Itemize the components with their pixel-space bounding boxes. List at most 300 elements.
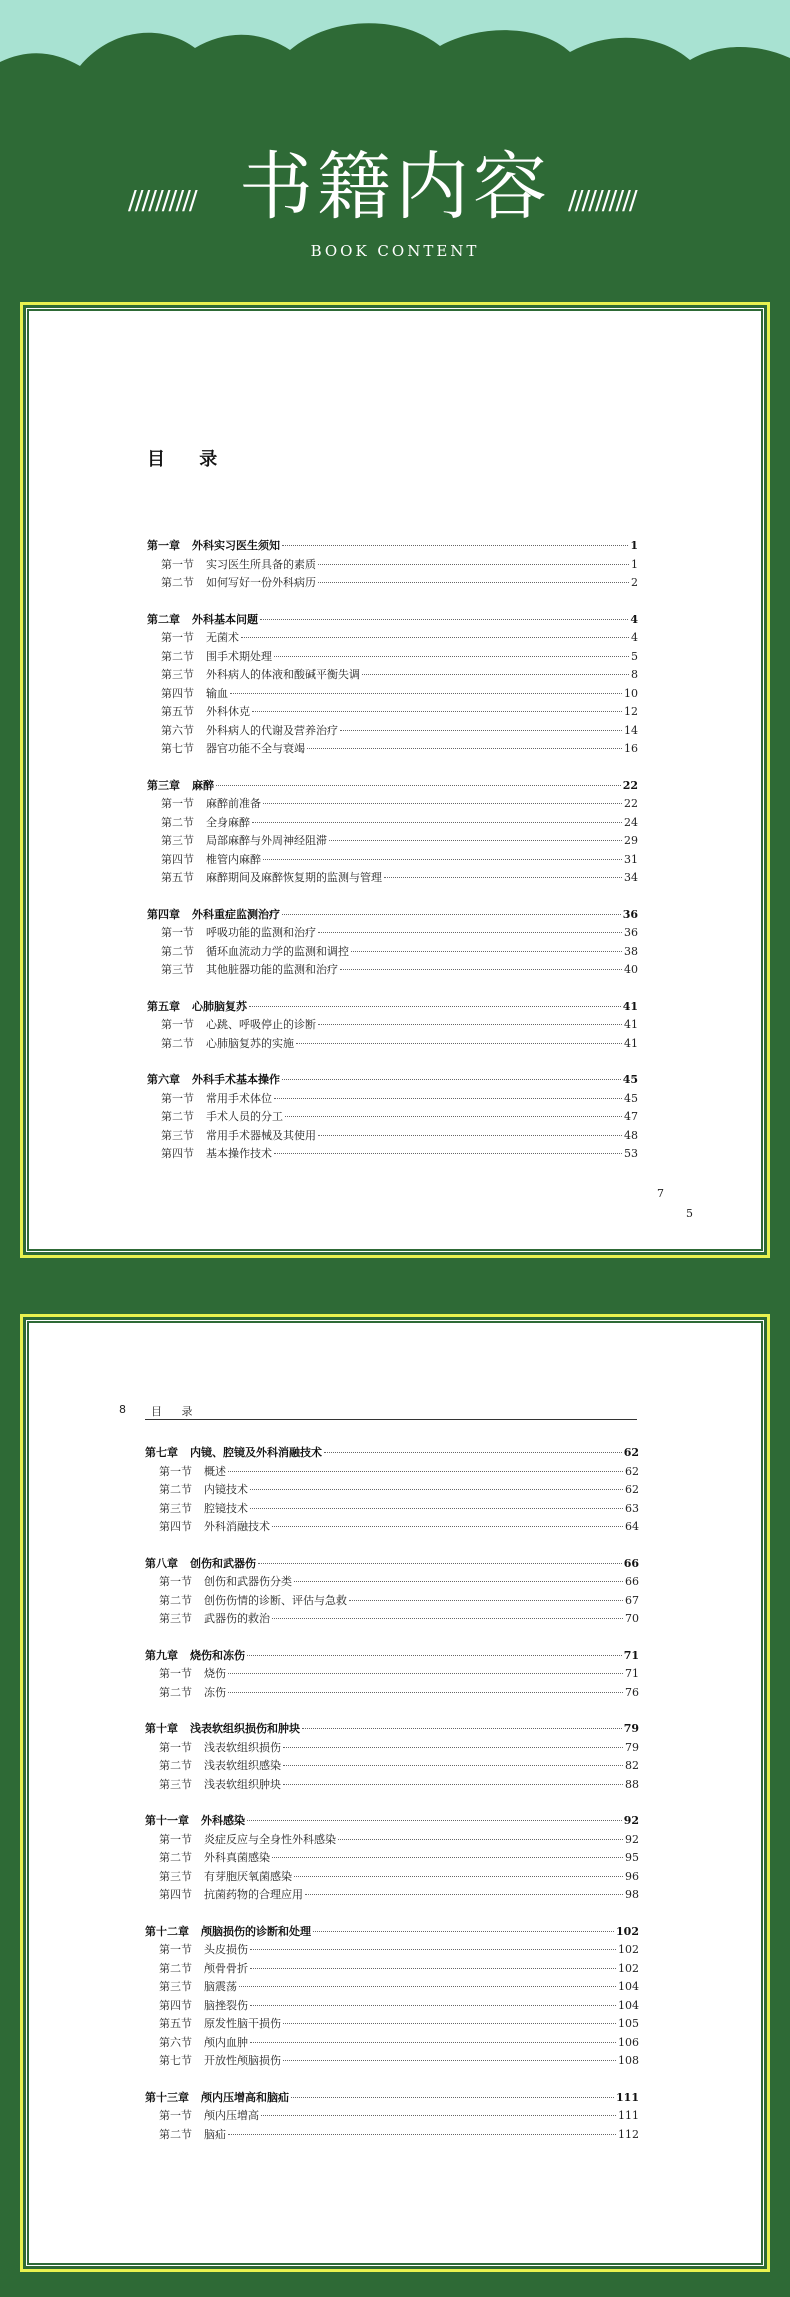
toc-entry-title: 外科基本问题: [192, 612, 258, 626]
toc-leader-dots: [291, 2097, 614, 2098]
toc-page-number: 22: [622, 778, 638, 792]
toc-chapter-row[interactable]: [145, 1812, 639, 1828]
toc-section-row[interactable]: [159, 1463, 639, 1479]
toc-entry-number: 第一节: [159, 1667, 192, 1680]
toc-section-row[interactable]: [161, 740, 638, 756]
toc-leader-dots: [285, 1116, 622, 1117]
toc-entry-number: 第三章: [147, 778, 180, 792]
toc-leader-dots: [239, 1986, 616, 1987]
toc-leader-dots: [228, 1673, 623, 1674]
toc-entry-number: 第二节: [161, 576, 194, 589]
toc-leader-dots: [338, 1839, 623, 1840]
toc-page-number: 38: [624, 944, 638, 958]
toc-entry-number: 第一节: [161, 1018, 194, 1031]
toc-section-row[interactable]: [161, 629, 638, 645]
toc-entry-title: 腔镜技术: [204, 1501, 248, 1515]
toc-leader-dots: [329, 840, 622, 841]
toc-leader-dots: [250, 1968, 616, 1969]
toc-leader-dots: [318, 1135, 622, 1136]
toc-section-row[interactable]: [161, 574, 638, 590]
toc-entry-title: 颅内血肿: [204, 2035, 248, 2049]
toc-page-number: 53: [624, 1147, 638, 1160]
toc-entry-number: 第五节: [161, 705, 194, 718]
toc-entry-number: 第二节: [161, 944, 194, 958]
toc-section-row[interactable]: [159, 1500, 639, 1516]
toc-page-number: 106: [618, 2035, 639, 2049]
toc-chapter-row[interactable]: [147, 537, 638, 553]
toc-page-number: 111: [616, 2090, 639, 2104]
toc-entry-number: 第一节: [161, 797, 194, 810]
toc-entry-title: 创伤和武器伤: [190, 1556, 256, 1570]
toc-chapter-row[interactable]: [147, 998, 638, 1014]
toc-chapter-row[interactable]: [145, 1555, 639, 1571]
toc-section-row[interactable]: [159, 1592, 639, 1608]
toc-leader-dots: [230, 693, 622, 694]
toc-section-row[interactable]: [161, 795, 638, 811]
toc-entry-title: 椎管内麻醉: [206, 852, 261, 866]
toc-entry-title: 浅表软组织损伤和肿块: [190, 1722, 300, 1735]
toc-page-number: 1: [631, 557, 638, 571]
toc-entry-title: 心肺脑复苏: [192, 999, 247, 1013]
toc-section-row[interactable]: [161, 851, 638, 867]
toc-entry-number: 第一节: [161, 631, 194, 644]
toc-page-number: 8: [631, 668, 638, 681]
toc-page-number: 5: [631, 649, 638, 663]
toc-entry-number: 第三节: [159, 1869, 192, 1883]
toc-page-number: 92: [623, 1814, 639, 1827]
toc-entry-title: 外科实习医生须知: [192, 539, 280, 552]
toc-entry-title: 头皮损伤: [204, 1943, 248, 1956]
toc-entry-title: 烧伤: [204, 1667, 226, 1680]
toc-page-number: 47: [624, 1110, 638, 1123]
toc-entry-number: 第二节: [159, 1851, 192, 1864]
toc-entry-title: 浅表软组织肿块: [204, 1777, 281, 1791]
toc-section-row[interactable]: [159, 1684, 639, 1700]
toc-section-row[interactable]: [161, 1145, 638, 1161]
toc-section-row[interactable]: [159, 1868, 639, 1884]
toc-entry-title: 创伤和武器伤分类: [204, 1575, 292, 1588]
toc-page-number: 10: [624, 686, 638, 700]
toc-page-number: 66: [623, 1556, 639, 1570]
toc-entry-number: 第七章: [145, 1446, 178, 1459]
toc-entry-number: 第三节: [161, 1128, 194, 1142]
toc-entry-number: 第二节: [159, 2127, 192, 2141]
toc-entry-number: 第四节: [161, 1147, 194, 1160]
toc-section-row[interactable]: [161, 832, 638, 848]
toc-leader-dots: [283, 1747, 623, 1748]
toc-page-number: 96: [625, 1869, 639, 1883]
toc-entry-number: 第一节: [159, 1575, 192, 1588]
toc-entry-number: 第六节: [159, 2035, 192, 2049]
toc-page-number: 71: [623, 1648, 639, 1662]
toc-entry-title: 冻伤: [204, 1685, 226, 1699]
toc-page-number: 2: [631, 576, 638, 589]
toc-entry-title: 呼吸功能的监测和治疗: [206, 926, 316, 939]
toc-entry-number: 第七节: [159, 2054, 192, 2067]
toc-entry-number: 第十二章: [145, 1924, 189, 1938]
toc-page-number: 36: [624, 926, 638, 939]
toc-leader-dots: [283, 1765, 623, 1766]
toc-leader-dots: [274, 1098, 622, 1099]
toc-entry-title: 外科病人的体液和酸碱平衡失调: [206, 668, 360, 681]
toc-section-row[interactable]: [161, 666, 638, 682]
toc-section-row[interactable]: [161, 961, 638, 977]
toc-page-number: 111: [618, 2109, 639, 2122]
toc-page-number: 64: [625, 1520, 639, 1533]
toc-leader-dots: [318, 582, 629, 583]
toc-page-number: 36: [622, 907, 638, 921]
toc-leader-dots: [247, 1655, 622, 1656]
toc-leader-dots: [349, 1600, 623, 1601]
toc-page-number: 29: [624, 834, 638, 847]
toc-page-number: 31: [624, 852, 638, 866]
toc-chapter-row[interactable]: [145, 1923, 639, 1939]
toc-page-number: 95: [625, 1851, 639, 1864]
toc-leader-dots: [228, 1471, 623, 1472]
toc-page-number: 82: [625, 1759, 639, 1772]
toc-chapter-row[interactable]: [147, 777, 638, 793]
toc-section-row[interactable]: [159, 1757, 639, 1773]
toc-chapter-row[interactable]: [145, 1647, 639, 1663]
toc-page-number: 16: [624, 742, 638, 755]
toc-chapter-row[interactable]: [147, 1071, 638, 1087]
toc-entry-number: 第四节: [159, 1520, 192, 1533]
toc-leader-dots: [272, 1618, 623, 1619]
toc-entry-number: 第三节: [161, 834, 194, 847]
toc-chapter-row[interactable]: [147, 906, 638, 922]
toc-entry-number: 第一节: [159, 1943, 192, 1956]
toc-entry-title: 心肺脑复苏的实施: [206, 1036, 294, 1050]
toc-entry-number: 第二节: [159, 1759, 192, 1772]
toc-leader-dots: [250, 1489, 623, 1490]
toc-entry-title: 脑震荡: [204, 1980, 237, 1993]
toc-entry-number: 第五章: [147, 999, 180, 1013]
toc-leader-dots: [296, 1043, 622, 1044]
toc-section-row[interactable]: [159, 1573, 639, 1589]
toc-section-row[interactable]: [161, 869, 638, 885]
toc-entry-number: 第二节: [161, 1110, 194, 1123]
toc-entry-title: 麻醉期间及麻醉恢复期的监测与管理: [206, 871, 382, 884]
toc-leader-dots: [282, 914, 621, 915]
toc-entry-number: 第一节: [161, 1091, 194, 1105]
toc-chapter-row[interactable]: [145, 1720, 639, 1736]
toc-entry-number: 第九章: [145, 1648, 178, 1662]
toc-page-number: 104: [618, 1980, 639, 1993]
toc-entry-number: 第四章: [147, 907, 180, 921]
toc-page-number: 66: [625, 1575, 639, 1588]
toc-section-row[interactable]: [161, 1016, 638, 1032]
toc-entry-title: 如何写好一份外科病历: [206, 576, 316, 589]
toc-section-row[interactable]: [161, 814, 638, 830]
toc-leader-dots: [294, 1876, 623, 1877]
toc-page-card-1: [20, 302, 770, 1258]
toc-entry-number: 第二节: [159, 1961, 192, 1975]
toc-page-number: 92: [625, 1832, 639, 1846]
decorative-slashes-left: //////////: [128, 186, 196, 216]
toc-entry-title: 内镜技术: [204, 1483, 248, 1496]
toc-entry-title: 外科感染: [201, 1814, 245, 1827]
toc-entry-number: 第五节: [161, 871, 194, 884]
toc-leader-dots: [282, 545, 628, 546]
toc-leader-dots: [250, 1508, 623, 1509]
toc-entry-title: 外科病人的代谢及营养治疗: [206, 723, 338, 737]
toc-section-row[interactable]: [159, 2015, 639, 2031]
toc-page-number: 104: [618, 1998, 639, 2012]
toc-section-row[interactable]: [161, 1090, 638, 1106]
toc-leader-dots: [260, 619, 628, 620]
toc-section-row[interactable]: [159, 1665, 639, 1681]
toc-entry-number: 第七节: [161, 742, 194, 755]
toc-leader-dots: [228, 2134, 616, 2135]
toc-entry-number: 第三节: [159, 1612, 192, 1625]
toc-section-row[interactable]: [159, 1518, 639, 1534]
toc-leader-dots: [313, 1931, 614, 1932]
toc-page-number: 22: [624, 797, 638, 810]
toc-entry-number: 第二章: [147, 612, 180, 626]
toc-leader-dots: [362, 674, 629, 675]
toc-page-number: 41: [624, 1018, 638, 1031]
toc-section-row[interactable]: [159, 1997, 639, 2013]
toc-entry-title: 开放性颅脑损伤: [204, 2054, 281, 2067]
toc-entry-title: 颅内压增高和脑疝: [201, 2090, 289, 2104]
toc-page-number: 88: [625, 1777, 639, 1791]
toc-entry-number: 第四节: [159, 1998, 192, 2012]
toc-entry-title: 颅内压增高: [204, 2109, 259, 2122]
toc-page-number: 76: [625, 1685, 639, 1699]
toc-section-row[interactable]: [159, 2126, 639, 2142]
toc-leader-dots: [252, 822, 622, 823]
running-head-rule: [145, 1419, 637, 1420]
toc-page-number: 67: [625, 1593, 639, 1607]
toc-entry-number: 第三节: [161, 963, 194, 976]
toc-leader-dots: [272, 1857, 623, 1858]
toc-entry-title: 概述: [204, 1464, 226, 1478]
toc-page-number: 63: [625, 1501, 639, 1515]
toc-section-row[interactable]: [159, 2034, 639, 2050]
toc-leader-dots: [241, 637, 629, 638]
toc-entry-number: 第一节: [159, 1740, 192, 1754]
toc-entry-number: 第二节: [161, 649, 194, 663]
toc-entry-title: 炎症反应与全身性外科感染: [204, 1832, 336, 1846]
toc-leader-dots: [302, 1728, 622, 1729]
toc-leader-dots: [247, 1820, 622, 1821]
toc-section-row[interactable]: [159, 1849, 639, 1865]
toc-leader-dots: [250, 1949, 616, 1950]
toc-leader-dots: [274, 1153, 622, 1154]
toc-section-row[interactable]: [159, 2107, 639, 2123]
toc-section-row[interactable]: [161, 556, 638, 572]
toc-entry-number: 第五节: [159, 2017, 192, 2030]
toc-entry-number: 第一节: [159, 2109, 192, 2122]
toc-page-number: 112: [618, 2127, 639, 2141]
toc-chapter-row[interactable]: [145, 2089, 639, 2105]
toc-entry-number: 第一节: [161, 557, 194, 571]
toc-entry-title: 基本操作技术: [206, 1147, 272, 1160]
toc-entry-number: 第六节: [161, 723, 194, 737]
toc-entry-number: 第四节: [161, 852, 194, 866]
toc-entry-title: 麻醉: [192, 778, 214, 792]
toc-leader-dots: [272, 1526, 623, 1527]
toc-page-number: 71: [625, 1667, 639, 1680]
toc-entry-title: 浅表软组织损伤: [204, 1740, 281, 1754]
toc-section-row[interactable]: [159, 1941, 639, 1957]
toc-leader-dots: [282, 1079, 621, 1080]
toc-entry-title: 颅脑损伤的诊断和处理: [201, 1924, 311, 1938]
toc-leader-dots: [294, 1581, 623, 1582]
toc-leader-dots: [263, 859, 622, 860]
toc-entry-title: 外科重症监测治疗: [192, 907, 280, 921]
toc-section-row[interactable]: [161, 703, 638, 719]
toc-entry-number: 第四节: [161, 686, 194, 700]
toc-section-row[interactable]: [161, 722, 638, 738]
page-title: 书籍内容: [239, 144, 551, 230]
toc-chapter-row[interactable]: [145, 1444, 639, 1460]
toc-leader-dots: [340, 730, 622, 731]
toc-entry-title: 循环血流动力学的监测和调控: [206, 944, 349, 958]
running-head-page-number: 8: [119, 1403, 126, 1416]
toc-entry-number: 第十章: [145, 1722, 178, 1735]
toc-page-number: 102: [616, 1924, 639, 1938]
toc-section-row[interactable]: [161, 1108, 638, 1124]
toc-entry-title: 麻醉前准备: [206, 797, 261, 810]
toc-section-row[interactable]: [159, 1960, 639, 1976]
decorative-slashes-right: //////////: [568, 186, 636, 216]
toc-section-row[interactable]: [161, 924, 638, 940]
toc-leader-dots: [318, 1024, 622, 1025]
toc-page-number: 102: [618, 1961, 639, 1975]
toc-entry-title: 内镜、腔镜及外科消融技术: [190, 1446, 322, 1459]
toc-leader-dots: [261, 2115, 616, 2116]
toc-entry-number: 第二节: [159, 1483, 192, 1496]
toc-page-number: 62: [623, 1446, 639, 1459]
page-mark-2: 5: [686, 1207, 693, 1220]
toc-entry-title: 外科手术基本操作: [192, 1073, 280, 1086]
toc-entry-title: 武器伤的救治: [204, 1612, 270, 1625]
toc-page-number: 79: [623, 1722, 639, 1735]
toc-section-row[interactable]: [161, 648, 638, 664]
toc-entry-title: 其他脏器功能的监测和治疗: [206, 963, 338, 976]
toc-entry-title: 外科真菌感染: [204, 1851, 270, 1864]
toc-section-row[interactable]: [159, 1978, 639, 1994]
toc-leader-dots: [250, 2005, 616, 2006]
toc-entry-number: 第二节: [159, 1593, 192, 1607]
toc-entry-title: 有芽胞厌氧菌感染: [204, 1869, 292, 1883]
running-head-title: 目 录: [151, 1405, 201, 1418]
toc-section-row[interactable]: [159, 2052, 639, 2068]
toc-leader-dots: [249, 1006, 621, 1007]
toc-entry-number: 第十三章: [145, 2090, 189, 2104]
toc-leader-dots: [228, 1692, 623, 1693]
toc-leader-dots: [384, 877, 622, 878]
toc-entry-title: 原发性脑干损伤: [204, 2017, 281, 2030]
toc-page-number: 1: [630, 539, 638, 552]
toc-entry-number: 第十一章: [145, 1814, 189, 1827]
toc-entry-title: 全身麻醉: [206, 815, 250, 829]
toc-leader-dots: [263, 803, 622, 804]
toc-entry-number: 第八章: [145, 1556, 178, 1570]
toc-page-number: 41: [624, 1036, 638, 1050]
toc-leader-dots: [305, 1894, 623, 1895]
toc-entry-number: 第三节: [159, 1777, 192, 1791]
toc-leader-dots: [283, 2060, 616, 2061]
toc-entry-title: 实习医生所具备的素质: [206, 557, 316, 571]
toc-entry-number: 第三节: [159, 1980, 192, 1993]
toc-leader-dots: [351, 951, 622, 952]
toc-leader-dots: [283, 2023, 616, 2024]
toc-heading: 目 录: [147, 449, 232, 470]
page-subtitle: BOOK CONTENT: [310, 242, 480, 260]
toc-section-row[interactable]: [159, 1776, 639, 1792]
toc-entry-title: 颅骨骨折: [204, 1961, 248, 1975]
toc-entry-title: 外科休克: [206, 705, 250, 718]
toc-entry-number: 第二节: [159, 1685, 192, 1699]
toc-entry-title: 局部麻醉与外周神经阻滞: [206, 834, 327, 847]
toc-leader-dots: [216, 785, 621, 786]
toc-entry-title: 创伤伤情的诊断、评估与急救: [204, 1593, 347, 1607]
toc-entry-title: 手术人员的分工: [206, 1110, 283, 1123]
toc-section-row[interactable]: [161, 685, 638, 701]
toc-page-number: 34: [624, 871, 638, 884]
toc-entry-title: 围手术期处理: [206, 649, 272, 663]
toc-leader-dots: [340, 969, 622, 970]
toc-leader-dots: [250, 2042, 616, 2043]
toc-leader-dots: [252, 711, 622, 712]
toc-page-number: 79: [625, 1740, 639, 1754]
toc-leader-dots: [318, 564, 629, 565]
toc-entry-number: 第一章: [147, 539, 180, 552]
toc-leader-dots: [307, 748, 622, 749]
toc-entry-title: 烧伤和冻伤: [190, 1648, 245, 1662]
toc-entry-number: 第二节: [161, 1036, 194, 1050]
toc-chapter-row[interactable]: [147, 611, 638, 627]
toc-section-row[interactable]: [159, 1481, 639, 1497]
toc-page-number: 48: [624, 1128, 638, 1142]
toc-entry-number: 第四节: [159, 1888, 192, 1901]
toc-leader-dots: [324, 1452, 622, 1453]
toc-section-row[interactable]: [159, 1610, 639, 1626]
toc-page-number: 98: [625, 1888, 639, 1901]
toc-leader-dots: [274, 656, 629, 657]
toc-page-number: 45: [624, 1091, 638, 1105]
toc-entry-number: 第一节: [161, 926, 194, 939]
toc-page-number: 4: [631, 631, 638, 644]
toc-entry-number: 第一节: [159, 1464, 192, 1478]
toc-page-number: 14: [624, 723, 638, 737]
toc-section-row[interactable]: [161, 943, 638, 959]
toc-page-number: 24: [624, 815, 638, 829]
toc-page-number: 102: [618, 1943, 639, 1956]
toc-section-row[interactable]: [159, 1739, 639, 1755]
toc-section-row[interactable]: [161, 1127, 638, 1143]
toc-page-number: 12: [624, 705, 638, 718]
toc-entry-title: 脑疝: [204, 2127, 226, 2141]
toc-entry-number: 第二节: [161, 815, 194, 829]
page-mark-1: 7: [657, 1187, 664, 1200]
toc-section-row[interactable]: [161, 1035, 638, 1051]
toc-entry-title: 抗菌药物的合理应用: [204, 1888, 303, 1901]
toc-section-row[interactable]: [159, 1831, 639, 1847]
toc-entry-title: 器官功能不全与衰竭: [206, 742, 305, 755]
toc-page-number: 4: [630, 612, 638, 626]
toc-entry-title: 心跳、呼吸停止的诊断: [206, 1018, 316, 1031]
toc-leader-dots: [283, 1784, 623, 1785]
toc-entry-title: 输血: [206, 686, 228, 700]
toc-page-number: 70: [625, 1612, 639, 1625]
toc-entry-title: 常用手术器械及其使用: [206, 1128, 316, 1142]
toc-section-row[interactable]: [159, 1886, 639, 1902]
toc-entry-title: 无菌术: [206, 631, 239, 644]
toc-page-number: 40: [624, 963, 638, 976]
